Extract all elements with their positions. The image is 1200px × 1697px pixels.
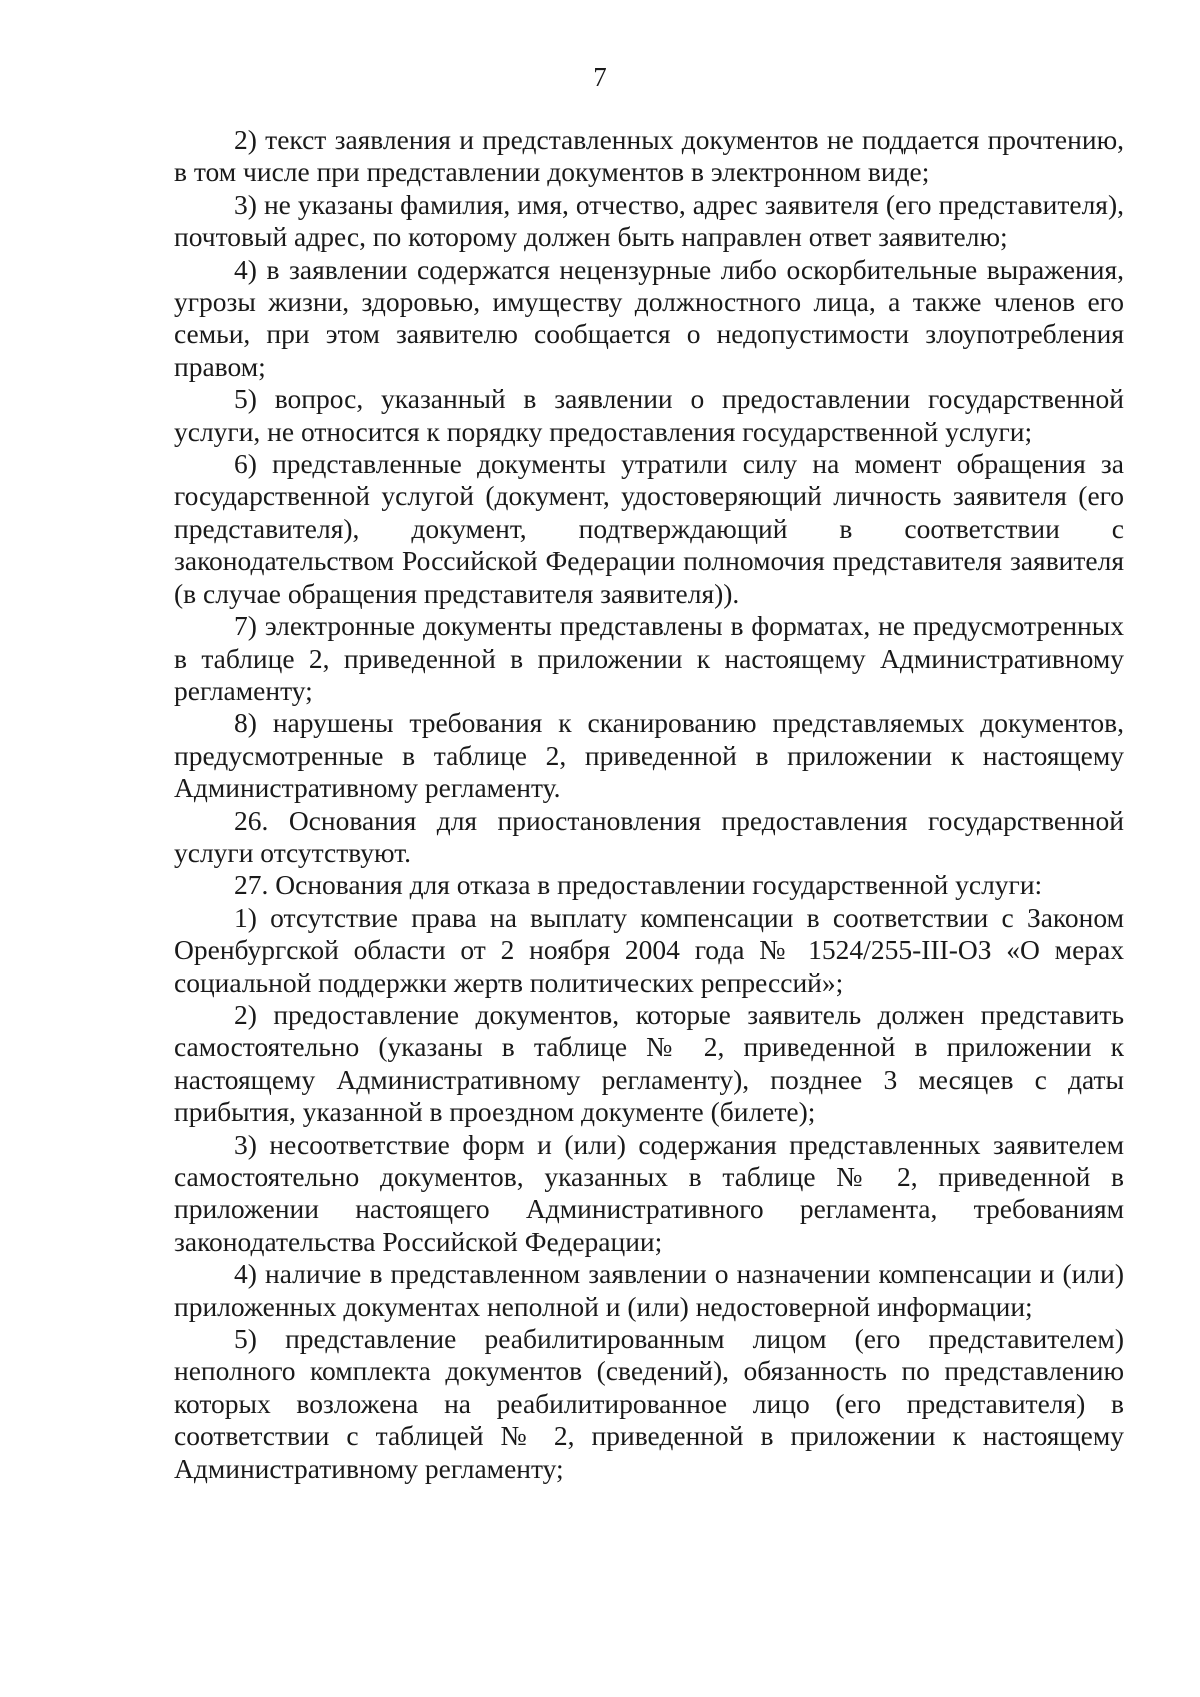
paragraph-item-7-wrong-formats: 7) электронные документы представлены в форматах, не предусмотренных в таблице 2, приведенной в приложении к настоящему Административному регламенту; — [174, 610, 1124, 706]
paragraph-clause-26: 26. Основания для приостановления предоставления государственной услуги отсутствуют. — [174, 804, 1124, 868]
paragraph-item-6-expired-documents: 6) представленные документы утратили силу на момент обращения за государственной услугой (документ, удостоверяющий личность заявителя (его представителя), документ, подтверждающий в соответствии с законодательством Российской Федерации полномочия представителя заявителя (в случае обращения представителя заявителя)). — [174, 448, 1124, 609]
paragraph-item-2-unreadable: 2) текст заявления и представленных документов не поддается прочтению, в том числе при представлении документов в электронном виде; — [174, 124, 1124, 188]
paragraph-item-5-unrelated-question: 5) вопрос, указанный в заявлении о предоставлении государственной услуги, не относится к порядку предоставления государственной услуги; — [174, 383, 1124, 447]
paragraph-refusal-1-no-right: 1) отсутствие права на выплату компенсации в соответствии с Законом Оренбургской области от 2 ноября 2004 года № 1524/255-III-ОЗ «О мерах социальной поддержки жертв политических репрессий»; — [174, 901, 1124, 998]
paragraph-item-4-obscene-language: 4) в заявлении содержатся нецензурные либо оскорбительные выражения, угрозы жизни, здоровью, имуществу должностного лица, а также членов его семьи, при этом заявителю сообщается о недопустимости злоупотребления правом; — [174, 253, 1124, 382]
paragraph-refusal-5-incomplete-set: 5) представление реабилитированным лицом (его представителем) неполного комплекта документов (сведений), обязанность по представлению которых возложена на реабилитированное лицо (его представителя) в соответствии с таблицей № 2, приведенной в приложении к настоящему Административному регламенту; — [174, 1323, 1124, 1484]
paragraph-item-3-no-name-address: 3) не указаны фамилия, имя, отчество, адрес заявителя (его представителя), почтовый адрес, по которому должен быть направлен ответ заявителю; — [174, 188, 1124, 253]
paragraph-refusal-4-incomplete-info: 4) наличие в представленном заявлении о назначении компенсации и (или) приложенных документах неполной и (или) недостоверной информации; — [174, 1258, 1124, 1322]
paragraph-refusal-2-late-documents: 2) предоставление документов, которые заявитель должен представить самостоятельно (указаны в таблице № 2, приведенной в приложении к настоящему Административному регламенту), позднее 3 месяцев с даты прибытия, указанной в проездном документе (билете); — [174, 998, 1124, 1128]
document-body — [174, 124, 1124, 1485]
paragraph-clause-27: 27. Основания для отказа в предоставлении государственной услуги: — [234, 869, 1043, 901]
paragraph-refusal-3-form-mismatch: 3) несоответствие форм и (или) содержания представленных заявителем самостоятельно документов, указанных в таблице № 2, приведенной в приложении настоящего Административного регламента, требованиям законодательства Российской Федерации; — [174, 1128, 1124, 1257]
paragraph-item-8-scanning-requirements: 8) нарушены требования к сканированию представляемых документов, предусмотренные в таблице 2, приведенной в приложении к настоящему Административному регламенту. — [174, 707, 1124, 804]
page-number: 7 — [593, 62, 607, 92]
